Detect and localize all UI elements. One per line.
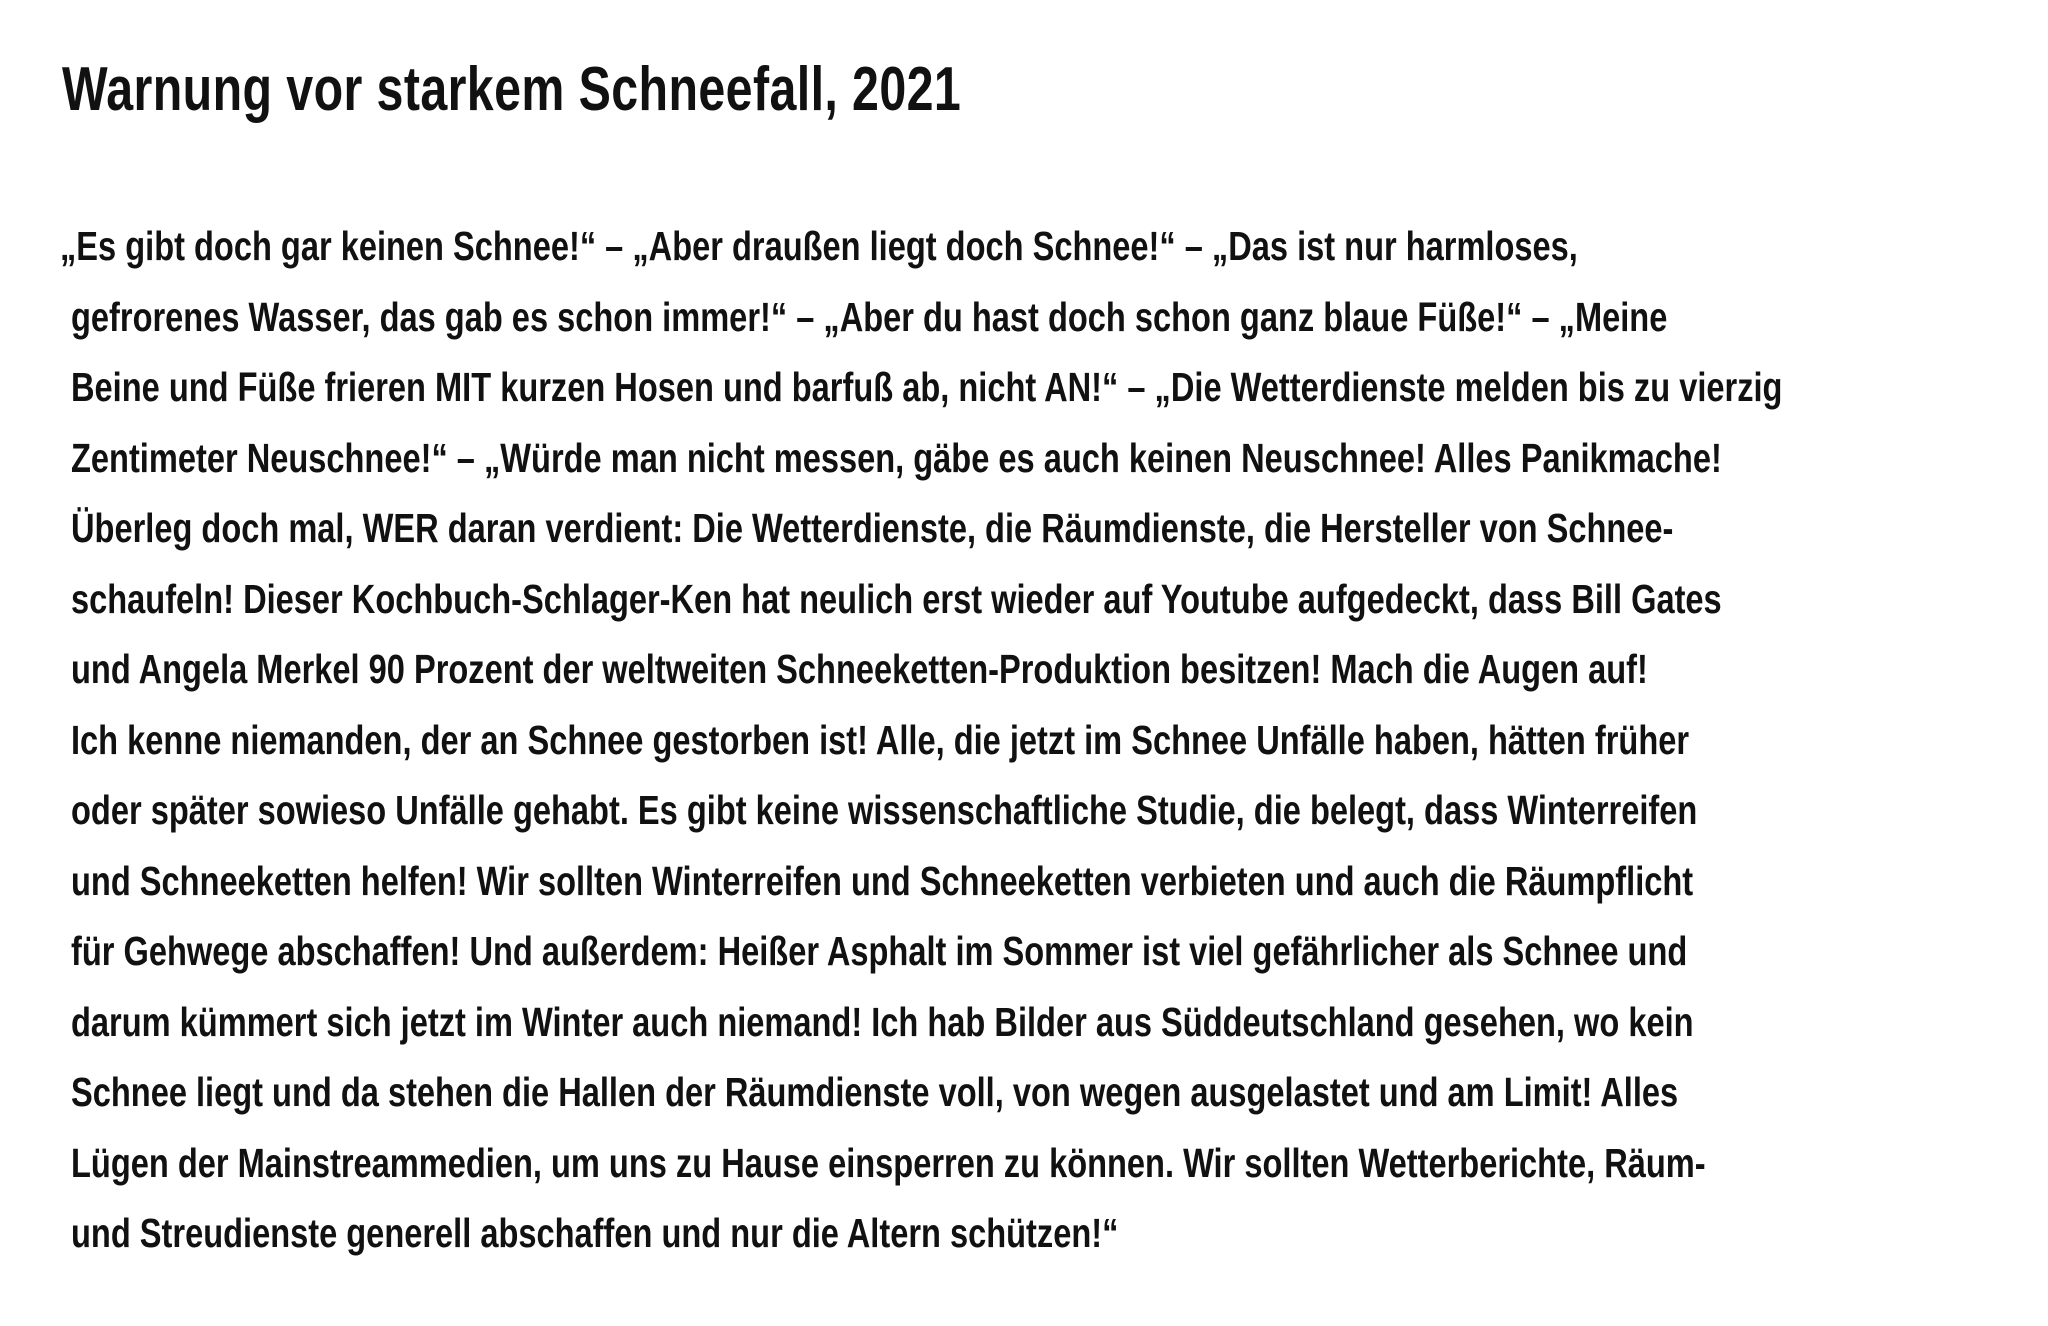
body-line: und Streudienste generell abschaffen und nur die Altern schützen!“	[71, 1210, 1119, 1256]
body-line: Ich kenne niemanden, der an Schnee gestorben ist! Alle, die jetzt im Schnee Unfälle haben, hätten früher	[71, 716, 1690, 763]
body-line: Beine und Füße frieren MIT kurzen Hosen und barfuß ab, nicht AN!“ – „Die Wetterdienste melden bis zu vierzig	[71, 364, 1783, 410]
body-line: gefrorenes Wasser, das gab es schon immer!“ – „Aber du hast doch schon ganz blaue Füße!“ – „Meine	[71, 293, 1668, 340]
body-line: darum kümmert sich jetzt im Winter auch niemand! Ich hab Bilder aus Süddeutschland gesehen, wo kein	[71, 998, 1694, 1045]
body-line: Lügen der Mainstreammedien, um uns zu Hause einsperren zu können. Wir sollten Wetterberichte, Räum-	[71, 1139, 1706, 1186]
body-line: Zentimeter Neuschnee!“ – „Würde man nicht messen, gäbe es auch keinen Neuschnee! Alles Panikmache!	[71, 434, 1722, 481]
body-line: oder später sowieso Unfälle gehabt. Es gibt keine wissenschaftliche Studie, die belegt, dass Winterreifen	[71, 787, 1698, 833]
body-line: schaufeln! Dieser Kochbuch-Schlager-Ken hat neulich erst wieder auf Youtube aufgedeckt, dass Bill Gates	[71, 575, 1722, 622]
body-line: Schnee liegt und da stehen die Hallen der Räumdienste voll, von wegen ausgelastet und am Limit! Alles	[71, 1069, 1679, 1115]
document-title: Warnung vor starkem Schneefall, 2021	[62, 55, 962, 124]
body-line: Überleg doch mal, WER daran verdient: Die Wetterdienste, die Räumdienste, die Hersteller von Schnee-	[71, 505, 1674, 551]
body-line: und Schneeketten helfen! Wir sollten Winterreifen und Schneeketten verbieten und auch die Räumpflicht	[71, 857, 1694, 904]
document-body	[60, 211, 2048, 1269]
body-line: „Es gibt doch gar keinen Schnee!“ – „Aber draußen liegt doch Schnee!“ – „Das ist nur harmloses,	[60, 223, 1578, 269]
body-line: für Gehwege abschaffen! Und außerdem: Heißer Asphalt im Sommer ist viel gefährlicher als Schnee und	[71, 928, 1688, 974]
body-line: und Angela Merkel 90 Prozent der weltweiten Schneeketten-Produktion besitzen! Mach die Augen auf!	[71, 646, 1648, 692]
